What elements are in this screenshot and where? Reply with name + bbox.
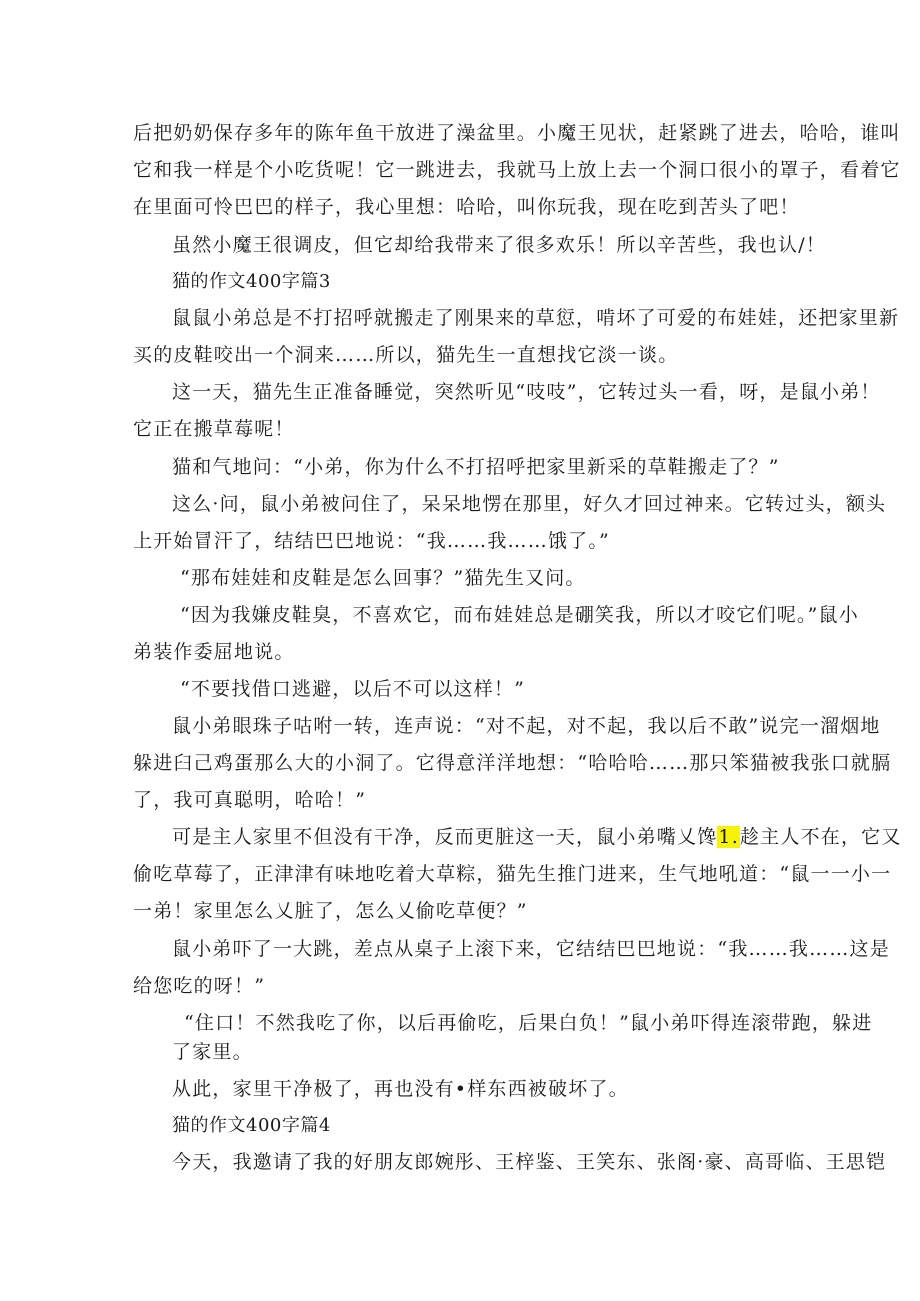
text-line: 上开始冒汗了，结结巴巴地说：“我……我……饿了。”: [133, 530, 610, 552]
text-line: 虽然小魔王很调皮，但它却给我带来了很多欢乐！所以辛苦些，我也认/！: [172, 234, 827, 256]
text-line: 了，我可真聪明，哈哈！”: [133, 789, 367, 811]
text-line: “那布娃娃和皮鞋是怎么回事？”猫先生又问。: [180, 567, 586, 589]
text-line: 鼠鼠小弟总是不打招呼就搬走了刚果来的草愆，啃坏了可爱的布娃娃，还把家里新: [172, 307, 900, 329]
text-line: 一弟！家里怎么乂脏了，怎么乂偷吃草便？”: [133, 900, 528, 922]
text-line: 它和我一样是个小吃货呢！它一跳进去，我就马上放上去一个洞口很小的罩子，看着它: [133, 159, 901, 181]
text-line-with-mark: [172, 825, 902, 849]
section-heading: 猫的作文400字篇3: [172, 271, 331, 292]
text-line: 它正在搬草莓呢！: [133, 418, 295, 440]
text-line: 在里面可怜巴巴的样子，我心里想：哈哈，叫你玩我，现在吃到苦头了吧！: [133, 196, 800, 218]
text-line: 从此，家里干净极了，再也没有•样东西被破坏了。: [172, 1078, 629, 1100]
text-segment: 可是主人家里不但没有干净，反而更脏这一天，鼠小弟嘴乂馋: [172, 826, 718, 848]
highlight-mark: 1.: [718, 826, 739, 848]
text-line: 给您吃的呀！”: [133, 975, 266, 997]
text-line: 后把奶奶保存多年的陈年鱼干放进了澡盆里。小魔王见状，赶紧跳了进去，哈哈，谁叫: [133, 122, 901, 144]
text-line: 偷吃草莓了，正津津有味地吃着大草粽，猫先生推门进来，生气地吼道：“鼠一一小一: [133, 863, 892, 885]
text-line: 鼠小弟吓了一大跳，差点从桌子上滚下来，它结结巴巴地说：“我……我……这是: [172, 938, 890, 960]
text-line: 买的皮鞋咬出一个洞来……所以，猫先生一直想找它淡一谈。: [133, 344, 679, 366]
text-line: 今天，我邀请了我的好朋友郎婉彤、王梓鉴、王笑东、张阁·豪、高哥临、王思铠: [172, 1151, 887, 1173]
text-line: “因为我嫌皮鞋臭，不喜欢它，而布娃娃总是硼笑我，所以才咬它们呢。”鼠小: [180, 604, 859, 626]
text-line: 鼠小弟眼珠子咕咐一转，连声说：“对不起，对不起，我以后不敢”说完一溜烟地: [172, 715, 881, 737]
text-line: “不要找借口逃避，以后不可以这样！”: [180, 678, 526, 700]
text-line: 弟装作委屈地说。: [133, 641, 295, 663]
section-heading: 猫的作文400字篇4: [172, 1115, 331, 1136]
text-line: 了家里。: [172, 1041, 253, 1063]
text-line: 这么·问，鼠小弟被问住了，呆呆地愣在那里，好久才回过神来。它转过头，额头: [172, 493, 887, 515]
text-line: 这一天，猫先生正准备睡觉，突然听见“吱吱”，它转过头一看，呀，是鼠小弟！: [172, 381, 881, 403]
text-segment: 趁主人不在，它又: [739, 826, 902, 848]
text-line: 猫和气地问：“小弟，你为什么不打招呼把家里新采的草鞋搬走了？”: [172, 456, 780, 478]
text-line: “住口！不然我吃了你，以后再偷吃，后果白负！”鼠小弟吓得连滚带跑，躲进: [184, 1012, 873, 1034]
text-line: 躲进臼己鸡蛋那么大的小洞了。它得意洋洋地想：“哈哈哈……那只笨猫被我张口就膈: [133, 752, 892, 774]
